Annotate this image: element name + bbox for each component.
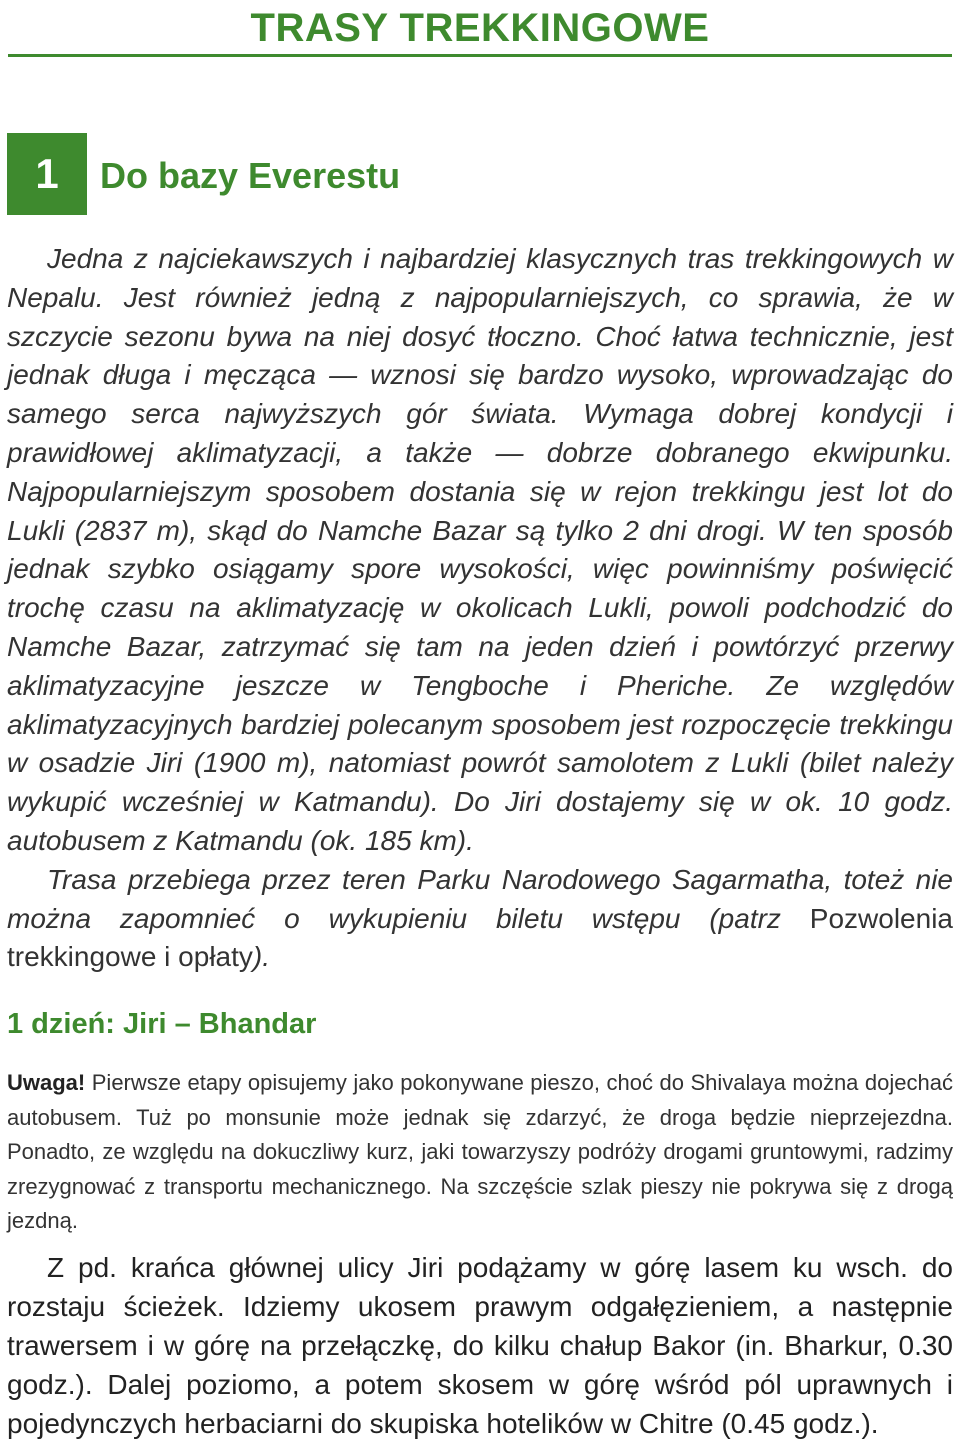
day-1-heading: 1 dzień: Jiri – Bhandar [7,1008,317,1040]
permits-reference-link[interactable]: Pozwolenia trekkingowe i opłaty [7,902,953,973]
route-heading [7,133,947,215]
running-title: TRASY TREKKINGOWE [250,6,710,50]
intro-section [7,240,953,977]
intro-paragraph-2-text: Trasa przebiega przez teren Parku Narodowego Sagarmatha, toteż nie można zapomnieć o wykupieniu biletu wstępu (patrz [7,863,953,934]
day-1-paragraph: Z pd. krańca głównej ulicy Jiri podążamy w górę lasem ku wsch. do rozstaju ścieżek. Idziemy ukosem prawym odgałęzieniem, a następnie trawersem i w górę na przełączkę, do kilku chałup Bakor (in. Bharkur, 0.30 godz.). Dalej poziomo, a potem skosem w górę wśród pól uprawnych i pojedynczych herbaciarni do skupiska hotelików w Chitre (0.45 godz.). [7,1252,953,1439]
intro-paragraph-1: Jedna z najciekawszych i najbardziej klasycznych tras trekkingowych w Nepalu. Jest również jedną z najpopularniejszych, co sprawia, że w szczycie sezonu bywa na niej dosyć tłoczno. Choć łatwa technicznie, jest jednak długa i męcząca — wznosi się bardzo wysoko, wprowadzając do samego serca najwyższych gór świata. Wymaga dobrej kondycji i prawidłowej aklimatyzacji, a także — dobrze dobranego ekwipunku. Najpopularniejszym sposobem dostania się w rejon trekkingu jest lot do Lukli (2837 m), skąd do Namche Bazar są tylko 2 dni drogi. W ten sposób jednak szybko osiągamy spore wysokości, więc powinniśmy poświęcić trochę czasu na aklimatyzację w okolicach Lukli, powoli podchodzić do Namche Bazar, zatrzymać się tam na jeden dzień i powtórzyć przerwy aklimatyzacyjne jeszcze w Tengboche i Pheriche. Ze względów aklimatyzacyjnych bardziej polecanym sposobem jest rozpoczęcie trekkingu w osadzie Jiri (1900 m), natomiast powrót samolotem z Lukli (bilet należy wykupić wcześniej w Katmandu). Do Jiri dostajemy się w ok. 10 godz. autobusem z Katmandu (ok. 185 km). [7,243,953,856]
warning-label: Uwaga! [7,1070,86,1095]
intro-paragraph-2 [7,861,953,977]
warning-note [7,1066,953,1239]
route-title: Do bazy Everestu [100,155,401,196]
warning-text: Pierwsze etapy opisujemy jako pokonywane pieszo, choć do Shivalaya można dojechać autobusem. Tuż po monsunie może jednak się zdarzyć, że droga będzie nieprzejezdna. Ponadto, ze względu na dokuczliwy kurz, jaki towarzyszy podróży drogami gruntowymi, radzimy zrezygnować z transportu mechanicznego. Na szczęście szlak pieszy nie pokrywa się z drogą jezdną. [7,1070,953,1233]
route-number-badge: 1 [7,133,87,215]
day-1-description [7,1248,953,1443]
intro-paragraph-2-end: ). [252,941,271,973]
header-rule [8,54,952,57]
running-header [0,0,960,58]
